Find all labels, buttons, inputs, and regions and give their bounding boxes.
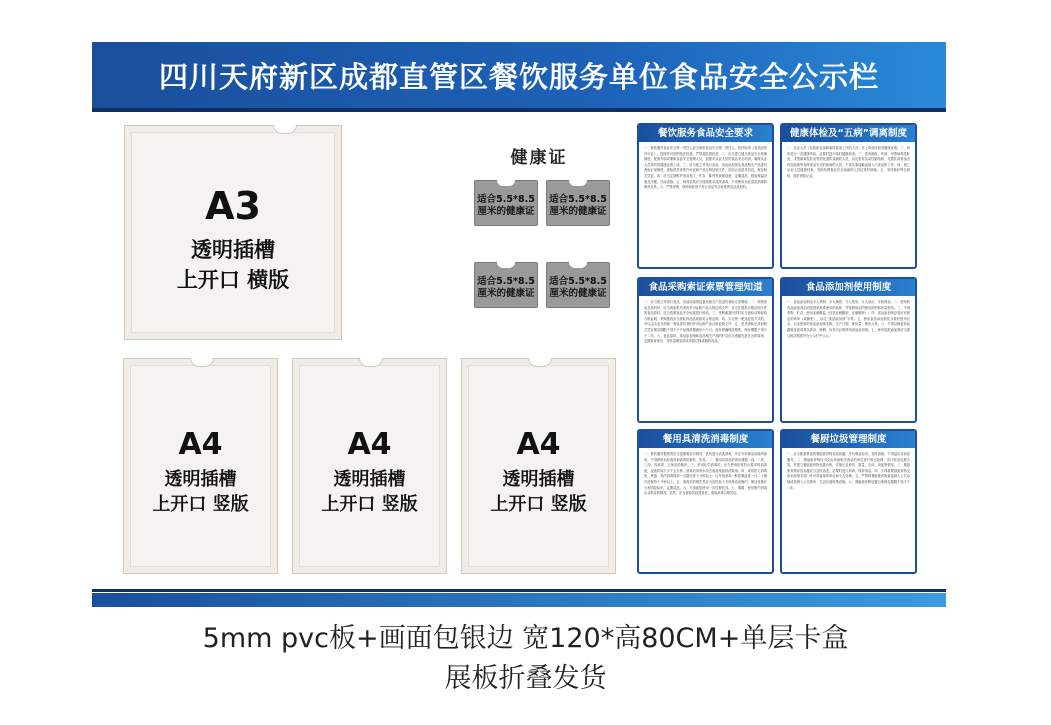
card-line1: 适合5.5*8.5 <box>477 276 535 287</box>
card-line1: 适合5.5*8.5 <box>477 194 535 205</box>
panel-title: 食品添加剂使用制度 <box>782 279 915 296</box>
health-cert-card <box>546 262 610 308</box>
board-header <box>92 42 946 112</box>
card-text <box>475 276 537 300</box>
health-cert-card <box>474 180 538 226</box>
panel-title: 餐厨垃圾管理制度 <box>782 431 915 448</box>
panel-title: 餐饮服务食品安全要求 <box>639 125 772 142</box>
regulation-panel <box>637 123 774 269</box>
a3-line1: 透明插槽 <box>191 238 275 262</box>
panel-body: 一、从业人员（包括新参加和临时参加工作的人员）在上岗前应取得健康证明。二、每年进行一次健康体检，必要时进行临时健康检查。三、患有痢疾、伤寒、甲型病毒性肝炎、戊型病毒性肝炎等消化道传染病的人员，以及患有活动性肺结核、化脓性或者渗出性皮肤病等有碍食品安全的疾病的人员，不得从事接触直接入口食品的工作。四、建立从业人员健康档案，发现有碍食品安全疾病的人员应及时调离。五、坚持做好每日晨检，做好晨检记录。 <box>787 146 910 178</box>
spec-caption-line1: 5mm pvc板+画面包银边 宽120*高80CM+单层卡盒 <box>202 623 849 654</box>
a3-line2: 上开口 横版 <box>176 268 290 292</box>
health-cert-card <box>546 180 610 226</box>
panel-title: 健康体检及“五病”调离制度 <box>782 125 915 142</box>
a4-line2: 上开口 竖版 <box>490 494 587 515</box>
a4-line1: 透明插槽 <box>164 469 237 490</box>
board-title: 四川天府新区成都直管区餐饮服务单位食品安全公示栏 <box>158 60 879 94</box>
card-notch <box>569 262 587 268</box>
card-notch <box>497 262 515 268</box>
notice-board <box>92 42 946 607</box>
card-text <box>475 194 537 218</box>
footer-divider <box>92 589 946 592</box>
a4-size-label: A4 <box>516 427 561 462</box>
card-line2: 厘米的健康证 <box>549 288 607 299</box>
regulation-panel <box>780 123 917 269</box>
card-line2: 厘米的健康证 <box>549 206 607 217</box>
a3-size-label: A3 <box>205 184 261 228</box>
health-cert-title: 健康证 <box>510 148 568 168</box>
slot-inner <box>131 132 335 333</box>
a4-line2: 上开口 竖版 <box>152 494 249 515</box>
a4-line1: 透明插槽 <box>333 469 406 490</box>
panel-body: 一、应当建立并执行食品、食品添加剂及食品相关产品进货查验记录制度。二、采购食品及原料时，应当查验供货者的许可证和产品合格证明文件；对无法提供合格证明文件的食品原料，应当依照食品安全标准进行检验。三、采购畜禽肉类时应当查验动物检疫合格证明；采购猪肉应当查验肉品品质检验合格证明。四、实行统一配送经营方式的，可以由企业总部统一查验供货者的许可证和产品合格证明文件。五、进货查验记录和相关凭证保存期限不得少于产品保质期满后六个月；没有明确保质期的，保存期限不得少于二年。六、食品原料、食品添加剂和食品相关产品的贮存应当遵循先进先出的原则，定期检查库存，及时清理变质或者超过保质期的食品。 <box>644 300 767 344</box>
board-footer-bar <box>92 593 946 607</box>
a3-slot <box>124 125 342 340</box>
a4-slot <box>123 358 278 574</box>
card-notch <box>569 180 587 186</box>
a4-size-label: A4 <box>178 427 223 462</box>
panel-body: 一、应当配备带盖的餐厨废弃物存放容器，并有明显标识，及时清理，不得溢出存放容器外。二、餐厨废弃物应当交由具备相关资质的单位进行收运处理，签订收运处理合同，并建立餐厨废弃物处置台账，详细记录种类、数量、去向、用途等情况。三、餐厨废弃物存放容器应当及时清洗，必要时进行消毒，保持清洁。四、不得将餐厨废弃物交给未经相关部门许可或备案的单位和个人处理。五、严禁将餐厨废弃物直接排入公共水域或者倒入公共厕所、生活垃圾收集设施。六、餐厨废弃物处置台账保存期限不得少于二年。 <box>787 452 910 490</box>
regulation-panel <box>637 277 774 423</box>
panel-body: 一、食品添加剂由专人采购、专人保管、专人领用、专人登记、专柜保存。二、使用的食品添加剂必须是国家批准使用的品种，并按照规定的使用范围和用量使用。三、不得采购、贮存、使用亚硝酸盐（包括亚硝酸钠、亚硝酸钾）。四、食品添加剂存放应有固定的场所（或橱柜），标注“食品添加剂”字样。五、使用食品添加剂应当做好使用记录，记录使用的食品添加剂名称、生产日期、使用量、使用人等。六、不得以掩盖食品腐败变质或者以掺杂、掺假、伪造为目的使用食品添加剂。七、使用复配添加剂应当建立相应制度并在公示栏中公示。 <box>787 300 910 338</box>
card-notch <box>497 180 515 186</box>
a4-slot <box>292 358 447 574</box>
regulation-panel <box>780 277 917 423</box>
panel-title: 餐用具清洗消毒制度 <box>639 431 772 448</box>
card-line1: 适合5.5*8.5 <box>549 276 607 287</box>
card-text <box>547 276 609 300</box>
card-line1: 适合5.5*8.5 <box>549 194 607 205</box>
panel-body: 一、餐饮服务提供者应当按照要求对餐具、饮具进行清洗消毒，并在专用保洁设施内备用，不得使用未经清洗和消毒的餐具、饮具。二、餐用具清洗消毒应遵循一刮、二洗、三冲、四消毒、五保洁的顺序。三、采用化学消毒的，应当使用浓度符合要求的消毒液，浸泡时间不少于五分钟，消毒后用净水冲去表面残留的消毒剂。四、采用热力消毒的，煮沸、蒸汽消毒保持一百摄氏度十分钟以上；红外线消毒一般控制温度一百二十摄氏度保持十分钟以上。五、消毒后的餐饮具应当及时放入专用保洁设施内，保洁设施应当有明显标识，定期清洗。六、不得重复使用一次性餐饮具。七、购置、使用集中消毒企业供应的餐具、饮具，应当查验其经营资质，索取消毒合格凭证。 <box>644 452 767 496</box>
header-divider <box>92 108 946 112</box>
a4-slot <box>461 358 616 574</box>
regulation-panel <box>637 429 774 574</box>
a4-line1: 透明插槽 <box>502 469 575 490</box>
card-text <box>547 194 609 218</box>
regulation-panel <box>780 429 917 574</box>
a4-line2: 上开口 竖版 <box>321 494 418 515</box>
panel-body: 一、餐饮服务食品安全第一责任人应当承担食品安全第一责任人，依法取得《食品经营许可证》，按照许可范围依法经营，严禁超范围经营。二、应当建立健全食品安全管理制度，配备专职或兼职食品安全管理人员，加强对从业人员的食品安全培训，确保从业人员持有效健康证明上岗。三、应当建立并执行食品、食品添加剂及食品相关产品进货查验记录制度，查验供货者的许可证和产品合格证明文件，如实记录进货信息，保存相关凭证。四、应当定期维护食品加工、贮存、陈列等设施设备，定期清洗、校验保温设施及冷藏、冷冻设施。五、餐具饮具应当按照要求清洗消毒，不得使用未经清洗消毒的餐具饮具。六、严禁采购、使用和经营不符合食品安全标准的食品及原料。 <box>644 146 767 190</box>
a4-size-label: A4 <box>347 427 392 462</box>
health-cert-card <box>474 262 538 308</box>
card-line2: 厘米的健康证 <box>477 206 535 217</box>
spec-caption-line2: 展板折叠发货 <box>444 663 607 694</box>
panel-title: 食品采购索证索票管理知道 <box>639 279 772 296</box>
card-line2: 厘米的健康证 <box>477 288 535 299</box>
